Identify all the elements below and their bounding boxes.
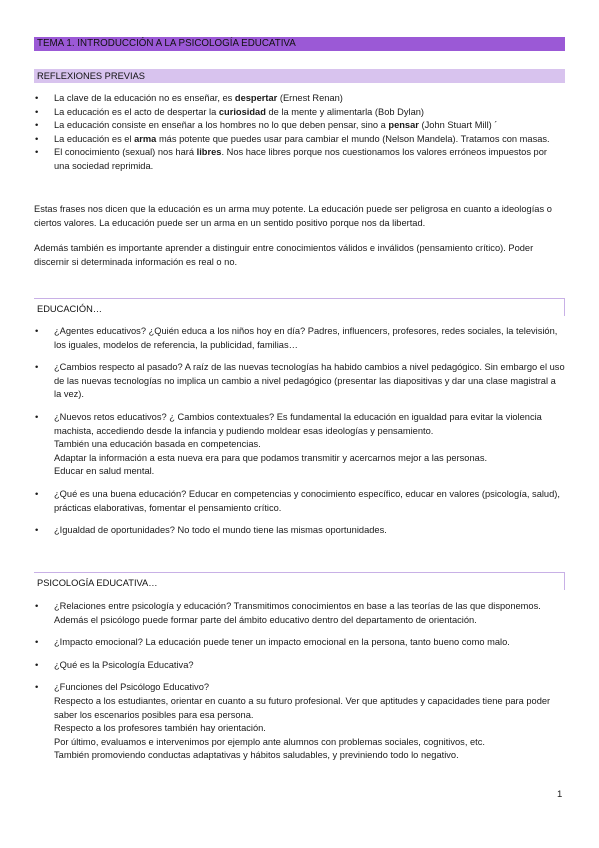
reflexiones-paragraph-1: Estas frases nos dicen que la educación es un arma muy potente. La educación puede ser peligrosa en cuanto a ideologías o ciertos valores. La educación puede ser un arma en un sentido positivo porque nos da libertad. (34, 204, 552, 228)
list-item: • La educación es el acto de despertar la curiosidad de la mente y alimentarla (Bob Dylan) (34, 106, 565, 120)
list-item: • La educación es el arma más potente que puedes usar para cambiar el mundo (Nelson Mandela). Tratamos con masas. (34, 133, 565, 147)
list-item: • El conocimiento (sexual) nos hará libres. Nos hace libres porque nos cuestionamos los valores erróneos impuestos por una sociedad reprimida. (34, 146, 565, 173)
list-item: • La clave de la educación no es enseñar, es despertar (Ernest Renan) (34, 92, 565, 106)
educacion-heading: EDUCACIÓN… (37, 304, 103, 314)
reflexiones-paragraph-2: Además también es importante aprender a distinguir entre conocimientos válidos e inválidos (pensamiento crítico). Poder discernir si determinada información es real o no. (34, 243, 534, 267)
psicologia-list (34, 600, 565, 772)
list-item: • ¿Impacto emocional? La educación puede tener un impacto emocional en la persona, tanto bueno como malo. (34, 636, 565, 650)
list-item: • ¿Qué es una buena educación? Educar en competencias y conocimiento específico, educar en valores (psicología, salud), prácticas elaborativas, fomentar el pensamiento crítico. (34, 488, 565, 515)
list-item: • ¿Cambios respecto al pasado? A raíz de las nuevas tecnologías ha habido cambios a nivel pedagógico. Sin embargo el uso de las nuevas tecnologías no implica un cambio a nivel pedagógico (presentar las diapositivas y dar una clase magistral a la vez). (34, 361, 565, 402)
list-item: • ¿Igualdad de oportunidades? No todo el mundo tiene las mismas oportunidades. (34, 524, 565, 538)
list-item: • ¿Funciones del Psicólogo Educativo? Respecto a los estudiantes, orientar en cuanto a su futuro profesional. Ver que aptitudes y capacidades tiene para poder saber los escenarios posibles para esa persona. Respecto a los profesores también hay orientación. Por último, evaluamos e intervenimos por ejemplo ante alumnos con problemas sociales, cognitivos, etc. También promoviendo conductas adaptativas y hábitos saludables, y previniendo todo lo negativo. (34, 681, 565, 763)
reflexiones-list (34, 92, 565, 174)
reflexiones-heading: REFLEXIONES PREVIAS (37, 71, 145, 81)
list-item: • ¿Relaciones entre psicología y educación? Transmitimos conocimientos en base a las teorías de las que disponemos. Además el psicólogo puede formar parte del ámbito educativo dentro del departamento de orientación. (34, 600, 565, 627)
psicologia-heading-bar (34, 572, 565, 590)
list-item: • La educación consiste en enseñar a los hombres no lo que deben pensar, sino a pensar (John Stuart Mill) ´ (34, 119, 565, 133)
psicologia-heading: PSICOLOGÍA EDUCATIVA… (37, 578, 158, 588)
list-item: • ¿Qué es la Psicología Educativa? (34, 659, 565, 673)
educacion-list (34, 325, 565, 547)
page-title: TEMA 1. INTRODUCCIÓN A LA PSICOLOGÍA EDUCATIVA (37, 38, 296, 49)
educacion-heading-bar (34, 298, 565, 316)
list-item: • ¿Nuevos retos educativos? ¿ Cambios contextuales? Es fundamental la educación en igualdad para evitar la violencia machista, accediendo desde la infancia y pudiendo moldear esas ideologías y pensamiento. También una educación basada en competencias. Adaptar la información a esta nueva era para que podamos transmitir y acercarnos mejor a las personas. Educar en salud mental. (34, 411, 565, 479)
title-banner (34, 37, 565, 51)
reflexiones-heading-bar (34, 69, 565, 83)
list-item: • ¿Agentes educativos? ¿Quién educa a los niños hoy en día? Padres, influencers, profesores, redes sociales, la televisión, los iguales, modelos de referencia, la publicidad, familias… (34, 325, 565, 352)
page-number: 1 (557, 789, 563, 800)
